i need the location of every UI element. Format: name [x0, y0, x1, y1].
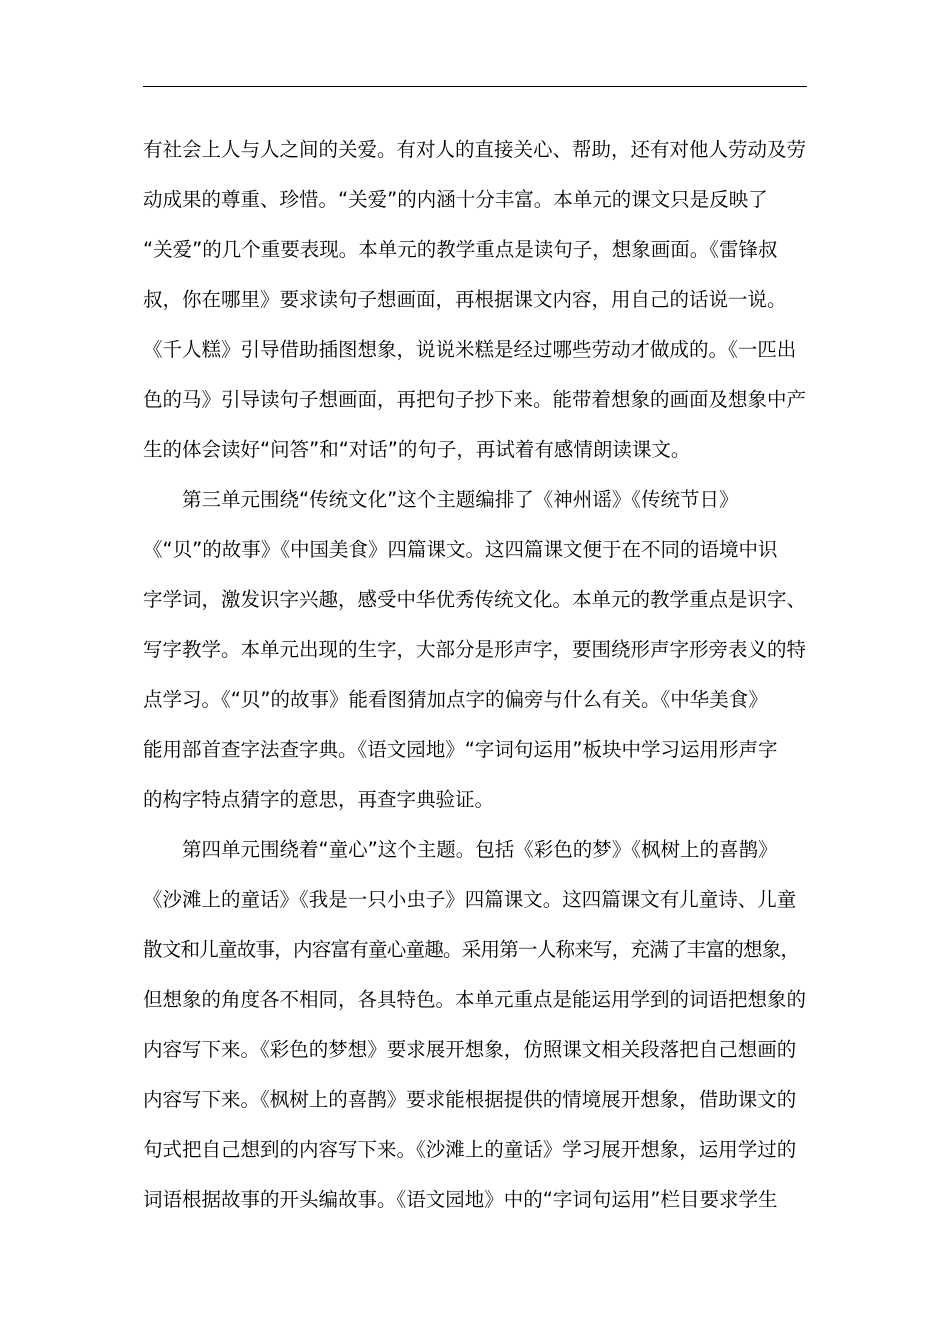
text-line: 动成果的尊重、珍惜。“关爱”的内涵十分丰富。本单元的课文只是反映了 — [143, 188, 768, 211]
text-line: 叔，你在哪里》要求读句子想画面，再根据课文内容，用自己的话说一说。 — [143, 288, 787, 311]
text-line: 《沙滩上的童话》《我是一只小虫子》四篇课文。这四篇课文有儿童诗、儿童 — [143, 888, 797, 911]
text-line: 色的马》引导读句子想画面，再把句子抄下来。能带着想象的画面及想象中产 — [143, 388, 807, 411]
text-line: 《“贝”的故事》《中国美食》四篇课文。这四篇课文便于在不同的语境中识 — [143, 538, 778, 561]
text-line: 能用部首查字法查字典。《语文园地》“字词句运用”板块中学习运用形声字 — [143, 738, 778, 761]
text-line: 生的体会读好“问答”和“对话”的句子，再试着有感情朗读课文。 — [143, 438, 691, 461]
text-line: 有社会上人与人之间的关爱。有对人的直接关心、帮助，还有对他人劳动及劳 — [143, 138, 807, 161]
text-line: 点学习。《“贝”的故事》能看图猜加点字的偏旁与什么有关。《中华美食》 — [143, 688, 768, 711]
text-line: 内容写下来。《彩色的梦想》要求展开想象，仿照课文相关段落把自己想画的 — [143, 1038, 797, 1061]
text-line: 写字教学。本单元出现的生字，大部分是形声字，要围绕形声字形旁表义的特 — [143, 638, 807, 661]
header-rule — [143, 86, 807, 87]
text-line: 《千人糕》引导借助插图想象，说说米糕是经过哪些劳动才做成的。《一匹出 — [143, 338, 797, 361]
text-line: 的构字特点猜字的意思，再查字典验证。 — [143, 788, 495, 811]
paragraph-start-line: 第四单元围绕着“童心”这个主题。包括《彩色的梦》《枫树上的喜鹊》 — [182, 838, 778, 861]
paragraph-start-line: 第三单元围绕“传统文化”这个主题编排了《神州谣》《传统节日》 — [182, 488, 739, 511]
text-line: 字学词，激发识字兴趣，感受中华优秀传统文化。本单元的教学重点是识字、 — [143, 588, 807, 611]
text-line: 词语根据故事的开头编故事。《语文园地》中的“字词句运用”栏目要求学生 — [143, 1188, 778, 1211]
text-line: 但想象的角度各不相同，各具特色。本单元重点是能运用学到的词语把想象的 — [143, 988, 807, 1011]
text-line: “关爱”的几个重要表现。本单元的教学重点是读句子，想象画面。《雷锋叔 — [143, 238, 778, 261]
text-line: 内容写下来。《枫树上的喜鹊》要求能根据提供的情境展开想象，借助课文的 — [143, 1088, 797, 1111]
text-line: 散文和儿童故事，内容富有童心童趣。采用第一人称来写，充满了丰富的想象， — [143, 938, 800, 961]
text-line: 句式把自己想到的内容写下来。《沙滩上的童话》学习展开想象，运用学过的 — [143, 1138, 797, 1161]
